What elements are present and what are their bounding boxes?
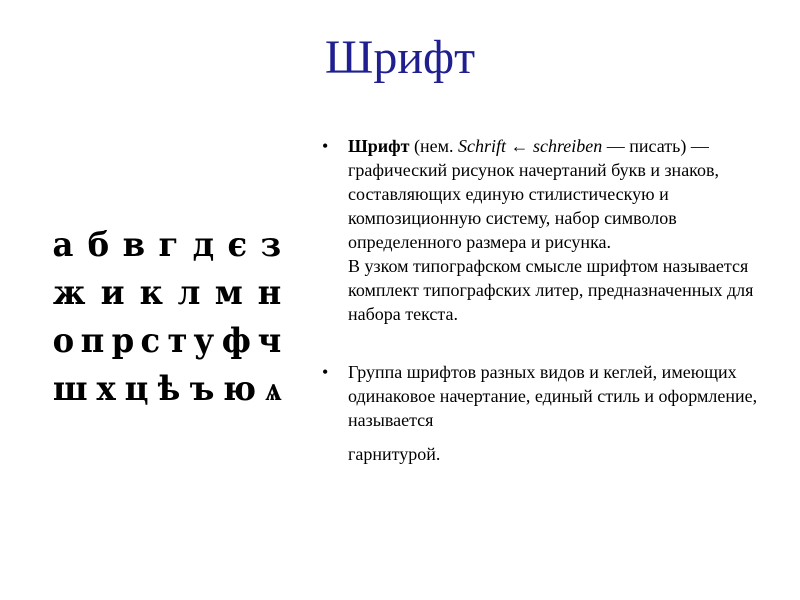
term-label: Шрифт	[348, 136, 410, 156]
origin-suffix: — писать)	[602, 136, 687, 156]
definition-paragraph	[348, 134, 778, 254]
alphabet-letter: ѧ	[265, 369, 282, 409]
alphabet-letter: є	[227, 225, 248, 265]
alphabet-letter: и	[100, 273, 125, 313]
definition-list	[318, 134, 778, 466]
alphabet-letter: л	[177, 273, 200, 313]
list-item	[318, 360, 778, 466]
alphabet-row	[52, 366, 282, 414]
alphabet-letter: ж	[52, 273, 86, 313]
alphabet-row	[52, 222, 282, 270]
alphabet-letter: з	[260, 225, 282, 265]
alphabet-letter: а	[52, 225, 74, 265]
alphabet-letter: у	[193, 321, 215, 361]
alphabet-letter: ф	[221, 321, 251, 361]
alphabet-row	[52, 318, 282, 366]
typeface-term: гарнитурой.	[348, 444, 441, 464]
typeface-paragraph: Группа шрифтов разных видов и кеглей, имеющих одинаковое начертание, единый стиль и оформление, называется	[348, 362, 758, 430]
alphabet-letter: о	[52, 321, 75, 361]
definition-text: — графический рисунок начертаний букв и знаков, составляющих единую стилистическую и композиционную систему, набор символов определенного размера и рисунка.	[348, 136, 720, 252]
german-word-schrift: Schrift	[457, 136, 506, 156]
old-cyrillic-alphabet-image	[52, 222, 282, 414]
alphabet-letter: п	[80, 321, 105, 361]
alphabet-letter: ю	[223, 369, 257, 409]
alphabet-letter: с	[140, 321, 161, 361]
alphabet-letter: ш	[52, 369, 88, 409]
origin-prefix: (нем.	[409, 136, 458, 156]
alphabet-letter: м	[214, 273, 243, 313]
alphabet-letter: ѣ	[157, 369, 181, 409]
alphabet-letter: т	[167, 321, 188, 361]
slide-title: Шрифт	[324, 31, 476, 84]
german-word-schreiben: schreiben	[532, 136, 603, 156]
alphabet-letter: ц	[124, 369, 149, 409]
arrow-glyph: ←	[505, 136, 533, 156]
alphabet-letter: в	[122, 225, 145, 265]
bullet-icon: •	[322, 362, 329, 382]
narrow-sense-paragraph: В узком типографском смысле шрифтом называется комплект типографских литер, предназначенных для набора текста.	[348, 256, 754, 324]
alphabet-row	[52, 270, 282, 318]
alphabet-letter: ч	[257, 321, 282, 361]
alphabet-letter: ъ	[189, 369, 215, 409]
alphabet-letter: д	[192, 225, 214, 265]
alphabet-letter: б	[87, 225, 109, 265]
alphabet-letter: к	[139, 273, 163, 313]
bullet-icon: •	[322, 136, 329, 156]
alphabet-letter: р	[111, 321, 135, 361]
alphabet-letter: н	[257, 273, 282, 313]
list-item	[318, 134, 778, 326]
alphabet-letter: х	[96, 369, 117, 409]
alphabet-letter: г	[158, 225, 179, 265]
